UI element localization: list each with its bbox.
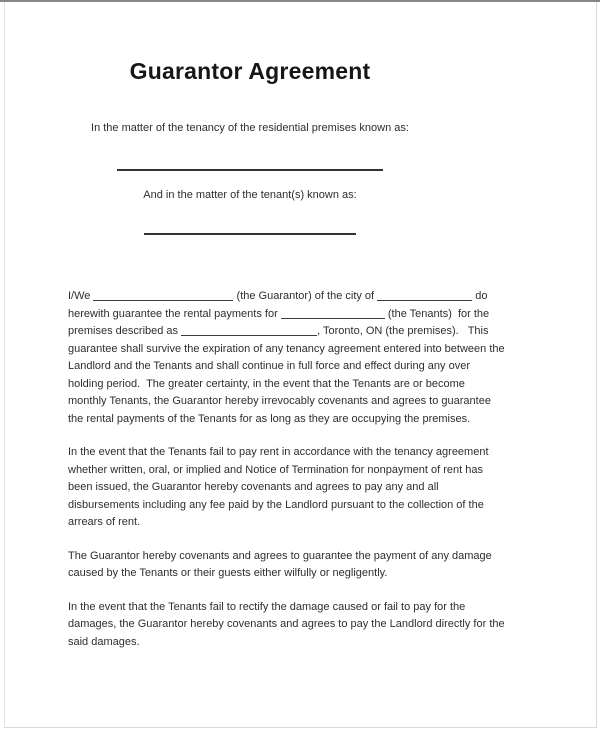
text-line: holding period. The greater certainty, in the event that the Tenants are or become (68, 377, 465, 390)
premises-description-blank (181, 323, 317, 336)
text-line: caused by the Tenants or their guests either wilfully or negligently. (68, 567, 388, 579)
text-line: whether written, oral, or implied and Notice of Termination for nonpayment of rent has (68, 463, 483, 476)
arrears-clause (68, 444, 548, 532)
document-title: Guarantor Agreement (129, 58, 371, 84)
text-line: arrears of rent. (68, 516, 141, 528)
text-line: been issued, the Guarantor hereby covenants and agrees to pay any and all (68, 481, 439, 493)
tenants-name-blank (281, 306, 385, 319)
text-line: I/We (the Guarantor) of the city of do (68, 290, 488, 302)
text-line: guarantee shall survive the expiration of any tenancy agreement entered into between the (68, 342, 505, 355)
damage-payment-clause (68, 599, 548, 652)
text-line: the rental payments of the Tenants for as long as they are occupying the premises. (68, 412, 471, 425)
tenant-name-blank-line (144, 233, 356, 235)
text-line: damages, the Guarantor hereby covenants and agrees to pay the Landlord directly for the (68, 618, 505, 630)
text-line: said damages. (68, 635, 140, 648)
page-border-bottom (4, 727, 597, 728)
text-line: monthly Tenants, the Guarantor hereby irrevocably covenants and agrees to guarantee (68, 395, 491, 407)
premises-name-blank-line (117, 169, 383, 171)
text-line: disbursements including any fee paid by the Landlord pursuant to the collection of the (68, 498, 484, 511)
matter-tenants-line: And in the matter of the tenant(s) known as: (143, 189, 357, 201)
guarantor-name-blank (93, 288, 233, 301)
body-paragraphs (68, 288, 548, 667)
text-line: premises described as , Toronto, ON (the premises). This (68, 325, 489, 337)
matter-premises-line: In the matter of the tenancy of the residential premises known as: (91, 122, 409, 134)
guarantee-clause (68, 288, 548, 428)
page-border-left (4, 2, 5, 727)
damage-guarantee-clause (68, 548, 548, 583)
text-line: The Guarantor hereby covenants and agrees to guarantee the payment of any damage (68, 549, 492, 562)
document-header (20, 0, 480, 235)
city-blank (377, 288, 472, 301)
page-border-right (596, 2, 597, 727)
text-line: In the event that the Tenants fail to rectify the damage caused or fail to pay for the (68, 600, 466, 613)
text-line: In the event that the Tenants fail to pay rent in accordance with the tenancy agreement (68, 446, 489, 458)
text-line: Landlord and the Tenants and shall continue in full force and effect during any over (68, 360, 470, 372)
text-line: herewith guarantee the rental payments for (the Tenants) for the (68, 307, 490, 320)
